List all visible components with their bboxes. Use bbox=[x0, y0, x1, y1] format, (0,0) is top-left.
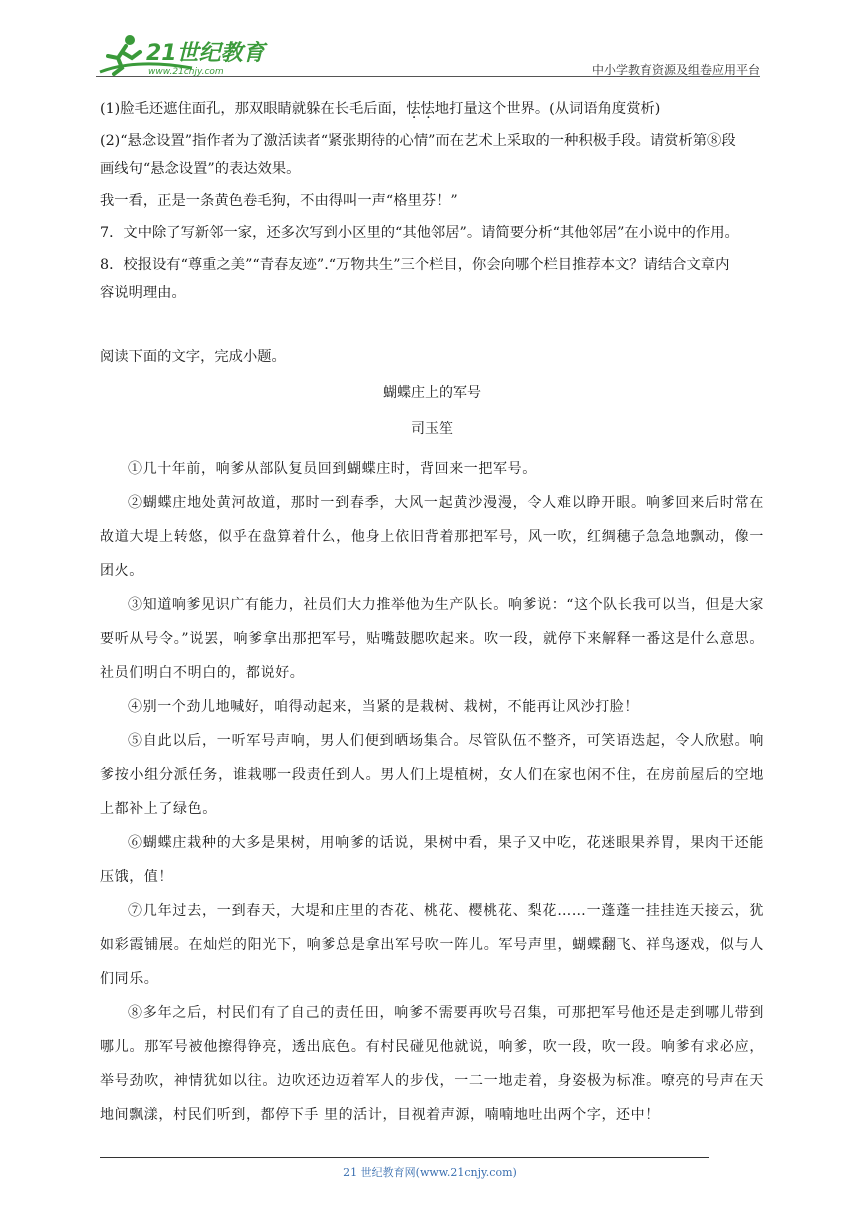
paragraph-5: ⑤自此以后，一听军号声响，男人们便到晒场集合。尽管队伍不整齐，可笑语迭起，令人欣慰。响爹按小组分派任务，谁栽哪一段责任到人。男人们上堤植树，女人们在家也闲不住，在房前屋后的空地上都补上了绿色。 bbox=[100, 733, 764, 817]
site-logo[interactable] bbox=[96, 28, 296, 80]
paragraph-3: ③知道响爹见识广有能力，社员们大力推举他为生产队长。响爹说：“这个队长我可以当，但是大家要听从号令。”说罢，响爹拿出那把军号，贴嘴鼓腮吹起来。吹一段，就停下来解释一番这是什么意思。社员们明白不明白的，都说好。 bbox=[100, 597, 764, 681]
logo-url: www.21cnjy.com bbox=[148, 67, 224, 77]
logo-text: 21世纪教育 bbox=[146, 41, 265, 66]
paragraph-1: ①几十年前，响爹从部队复员回到蝴蝶庄时，背回来一把军号。 bbox=[128, 461, 537, 477]
question-2-line-2: 画线句“悬念设置”的表达效果。 bbox=[100, 161, 301, 177]
paragraph-8: ⑧多年之后，村民们有了自己的责任田，响爹不需要再吹号召集，可那把军号他还是走到哪儿带到哪儿。那军号被他擦得铮亮，透出底色。有村民碰见他就说，响爹，吹一段，吹一段。响爹有求必应，举号劲吹，神情犹如以往。边吹还边迈着军人的步伐，一二一地走着，身姿极为标准。嘹亮的号声在天地间飘漾，村民们听到，都停下手 里的活计，目视着声源，喃喃地吐出两个字，还中！ bbox=[100, 1005, 764, 1123]
section-spacer bbox=[100, 314, 764, 346]
question-7: 7．文中除了写新邻一家，还多次写到小区里的“其他邻居”。请简要分析“其他邻居”在小说中的作用。 bbox=[100, 225, 739, 241]
paragraph-6: ⑥蝴蝶庄栽种的大多是果树，用响爹的话说，果树中看，果子又中吃，花迷眼果养胃，果肉干还能压饿，值！ bbox=[100, 835, 764, 885]
paragraph-2: ②蝴蝶庄地处黄河故道，那时一到春季，大风一起黄沙漫漫，令人难以睁开眼。响爹回来后时常在故道大堤上转悠，似乎在盘算着什么，他身上依旧背着那把军号，风一吹，红绸穗子急急地飘动，像一团火。 bbox=[100, 495, 764, 579]
article-title: 蝴蝶庄上的军号 bbox=[383, 385, 481, 401]
header-divider bbox=[96, 76, 760, 77]
question-8-line-1: 8．校报设有“尊重之美”“青春友迹”.“万物共生”三个栏目，你会向哪个栏目推荐本文？请结合文章内 bbox=[100, 257, 730, 273]
footer-divider bbox=[100, 1157, 709, 1158]
platform-name: 中小学教育资源及组卷应用平台 bbox=[591, 63, 760, 77]
article-author: 司玉笙 bbox=[411, 421, 453, 437]
paragraph-7: ⑦几年过去，一到春天，大堤和庄里的杏花、桃花、樱桃花、梨花……一蓬蓬一挂挂连天接云，犹如彩霞铺展。在灿烂的阳光下，响爹总是拿出军号吹一阵儿。军号声里，蝴蝶翻飞、祥鸟逐戏，似与人们同乐。 bbox=[100, 903, 764, 987]
underlined-quote: 我一看，正是一条黄色卷毛狗，不由得叫一声“格里芬！” bbox=[100, 193, 458, 209]
page-content bbox=[100, 98, 764, 1132]
page-header bbox=[96, 28, 760, 80]
runner-logo-icon bbox=[96, 28, 296, 80]
paragraph-4: ④别一个劲儿地喊好，咱得动起来，当紧的是栽树、栽树，不能再让风沙打脸！ bbox=[128, 699, 639, 715]
footer-link[interactable]: 21 世纪教育网(www.21cnjy.com) bbox=[343, 1166, 517, 1179]
question-2-line-1: (2)“悬念设置”指作者为了激活读者“紧张期待的心情”而在艺术上采取的一种积极手段。请赏析第⑧段 bbox=[100, 133, 736, 149]
reading-intro: 阅读下面的文字，完成小题。 bbox=[100, 349, 286, 365]
question-8-line-2: 容说明理由。 bbox=[100, 285, 186, 301]
question-1: (1)脸毛还遮住面孔，那双眼睛就躲在长毛后面，怯怯地打量这个世界。(从词语角度赏析) bbox=[100, 101, 661, 117]
